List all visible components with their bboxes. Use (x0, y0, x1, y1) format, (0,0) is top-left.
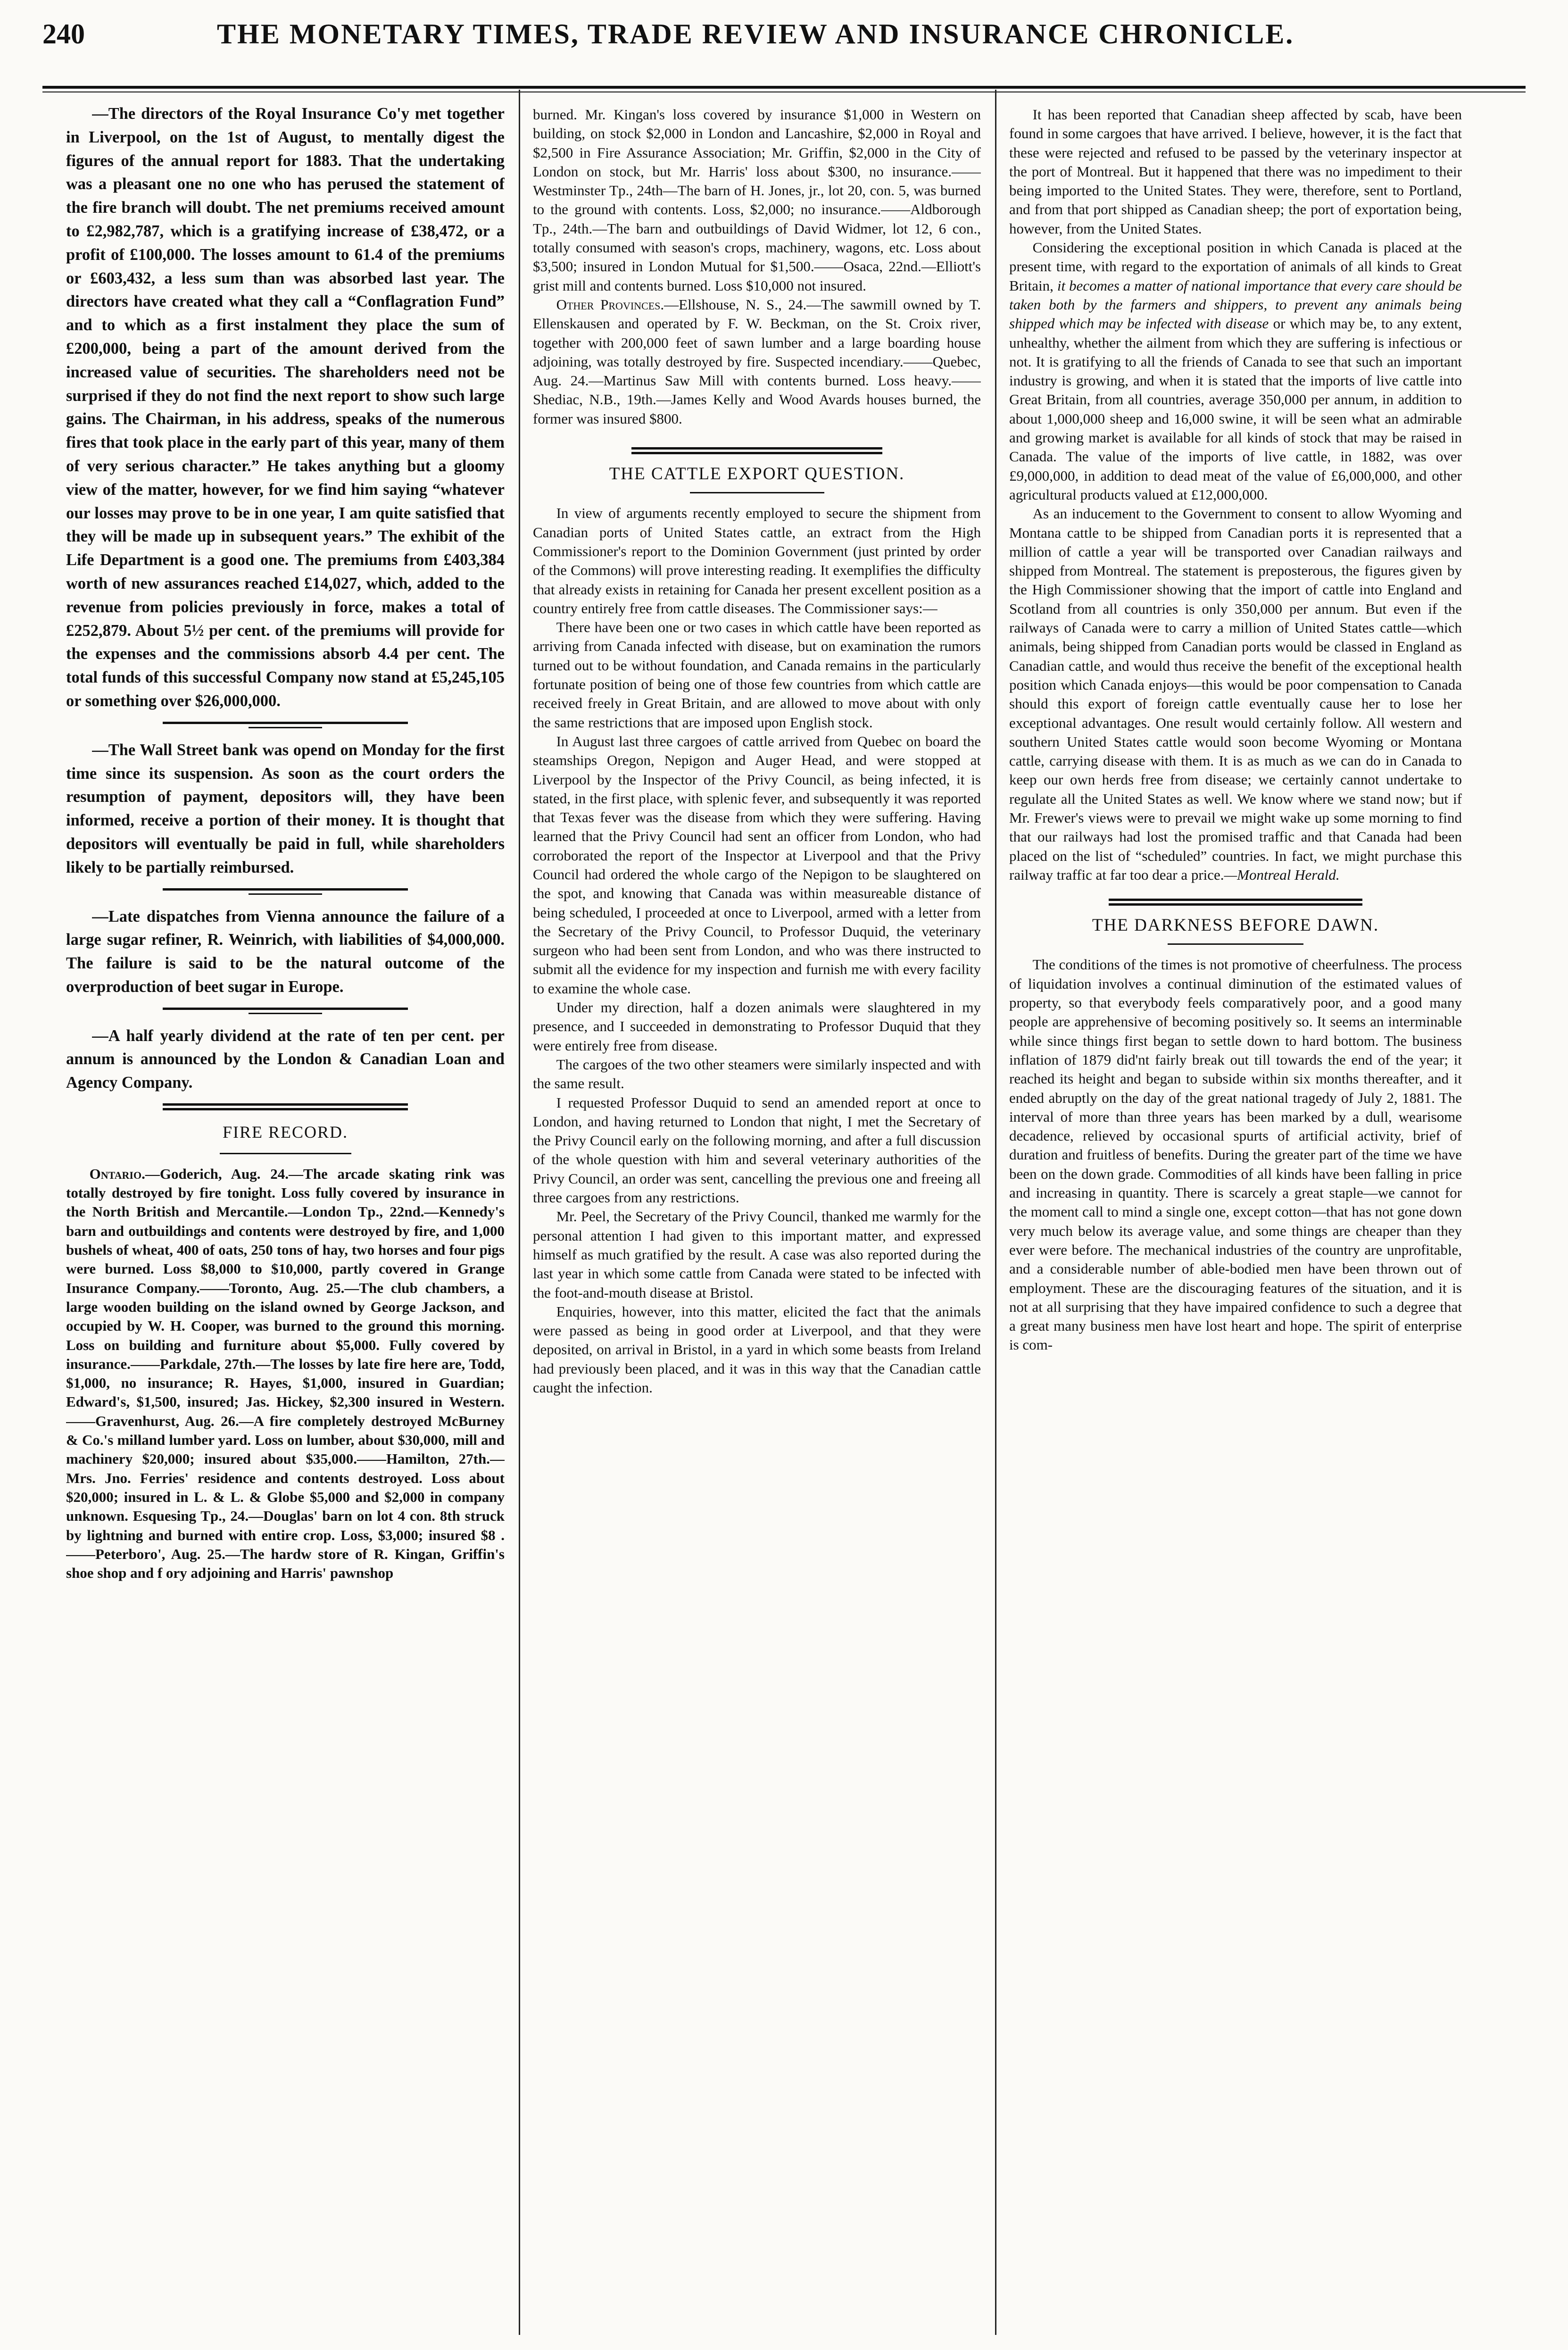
vienna-item: —Late dispatches from Vienna announce the failure of a large sugar refiner, R. Weinrich, with liabilities of $4,000,000. The failure is said to be the natural outcome of the overproduction of beet sugar in Europe. (66, 907, 505, 996)
fire-record-lead: Ontario. (89, 1165, 145, 1182)
separator (220, 1153, 351, 1154)
column-middle (533, 92, 981, 2333)
cattle-emphasis: it becomes a matter of national importance that every care should be taken both by the farmers and shippers, to prevent any animals being shipped which may be infected with disease (1009, 277, 1462, 332)
wall-street-item: —The Wall Street bank was opend on Monday for the first time since its suspension. As soon as the court orders the resumption of payment, depositors will, they have been informed, receive a portion of their money. It is thought that depositors will eventually be paid in full, while shareholders likely to be partially reimbursed. (66, 741, 505, 876)
other-provinces-text: —Ellshouse, N. S., 24.—The sawmill owned by T. Ellenskausen and operated by F. W. Beckman, on the St. Croix river, together with 200,000 feet of sawn lumber and a large boarding house adjoining, was totally destroyed by fire. Suspected incendiary.——Quebec, Aug. 24.—Martinus Saw Mill with contents burned. Loss heavy.——Shediac, N.B., 19th.—James Kelly and Wood Avards houses burned, the former was insured $800. (533, 296, 981, 427)
fire-record-body (66, 1165, 505, 1583)
column-divider (519, 90, 520, 2335)
separator (690, 492, 824, 493)
column-left (66, 92, 505, 2333)
cattle-paragraph: In August last three cargoes of cattle arrived from Quebec on board the steamships Oregon, Nepigon and Auger Head, and were stopped at Liverpool by the Inspector of the Privy Council, as being infected, it is stated, in the first place, with splenic fever, and subsequently it was reported that Texas fever was the disease from which they were suffering. Having learned that the Privy Council had sent an officer from London, who had corroborated the report of the Inspector at Liverpool and that the Privy Council had ordered the whole cargo of the Nepigon to be slaughtered on the spot, and knowing that Canada was within measureable distance of being scheduled, I proceeded at once to Liverpool, armed with a letter from the Secretary of the Privy Council, to Professor Duquid, the veterinary surgeon who had been sent from London, and who was there instructed to submit all the evidence for my inspection and furnish me with every facility to examine the whole case. (533, 733, 981, 997)
darkness-body: The conditions of the times is not promotive of cheerfulness. The process of liquidation involves a continual diminution of the estimated values of property, so that everybody feels comparatively poor, and a good many people are apprehensive of becoming positively so. It seems an interminable while since things first began to settle down to hard bottom. The business inflation of 1879 did'nt fairly break out till towards the end of the year; it reached its height and began to subside within six months thereafter, and it ended abruptly on the day of the great national tragedy of July 2, 1881. The interval of more than three years has been marked by a dull, wearisome decadence, relieved by occasional spurts of artificial activity, brief of duration and fruitless of benefits. During the greater part of the time we have been on the down grade. Commodities of all kinds have been falling in price and increasing in quantity. There is scarcely a great staple—we cannot for the moment call to mind a single one, except cotton—that has not gone down very much below its average value, and some things are cheaper than they ever were before. The mechanical industries of the country are unprofitable, and a considerable number of able-bodied men have been thrown out of employment. These are the discouraging features of the situation, and it is not at all surprising that they have impaired confidence to such a degree that a great many business men have lost heart and hope. The spirit of enterprise is com- (1009, 956, 1462, 1353)
cattle-paragraph: I requested Professor Duquid to send an amended report at once to London, and having returned to London that night, I met the Secretary of the Privy Council early on the following morning, and after a full discussion of the whole question with him and several veterinary authorities of the Privy Council, an order was sent, cancelling the previous one and freeing all three cargoes from any restrictions. (533, 1094, 981, 1206)
cattle-export-heading: THE CATTLE EXPORT QUESTION. (609, 464, 905, 484)
column-divider (995, 90, 996, 2335)
separator (1109, 899, 1362, 906)
separator (163, 722, 408, 728)
cattle-paragraph: Under my direction, half a dozen animals were slaughtered in my presence, and I succeeded in demonstrating to Professor Duquid that they were entirely free from disease. (533, 999, 981, 1054)
other-provinces-lead: Other Provinces. (556, 296, 664, 313)
separator (163, 888, 408, 895)
cattle-paragraph: The cargoes of the two other steamers were similarly inspected and with the same result. (533, 1056, 981, 1092)
cattle-text: Considering the exceptional position in which Canada is placed at the present time, with regard to the exportation of animals of all kinds to Great Britain, (1009, 239, 1462, 294)
header-rule (42, 86, 1526, 89)
separator (163, 1008, 408, 1014)
fire-record-text: —Goderich, Aug. 24.—The arcade skating rink was totally destroyed by fire tonight. Loss fully covered by insurance in the North British and Mercantile.—London Tp., 22nd.—Kennedy's barn and outbuildings and contents were destroyed by fire, and 1,000 bushels of wheat, 400 of oats, 250 tons of hay, two horses and four pigs were burned. Loss $8,000 to $10,000, partly covered in Grange Insurance Company.——Toronto, Aug. 25.—The club chambers, a large wooden building on the island owned by George Jackson, and occupied by W. H. Cooper, was burned to the ground this morning. Loss on building and furniture about $5,000. Fully covered by insurance.——Parkdale, 27th.—The losses by late fire here are, Todd, $1,000, no insurance; R. Hayes, $1,000, insured in Guardian; Edward's, $1,500, insured; Jas. Hickey, $2,300 insured in Western.——Gravenhurst, Aug. 26.—A fire completely destroyed McBurney & Co.'s milland lumber yard. Loss on lumber, about $30,000, mill and machinery $20,000; insured about $35,000.——Hamilton, 27th.—Mrs. Jno. Ferries' residence and contents destroyed. Loss about $20,000; insured in L. & L. & Globe $5,000 and $2,000 in company unknown. Esquesing Tp., 24.—Douglas' barn on lot 4 con. 8th struck by lightning and burned with entire crop. Loss, $3,000; insured $8 .——Peterboro', Aug. 25.—The hardw store of R. Kingan, Griffin's shoe shop and f ory adjoining and Harris' pawnshop (66, 1165, 505, 1582)
dividend-item: —A half yearly dividend at the rate of ten per cent. per annum is announced by the London & Canadian Loan and Agency Company. (66, 1026, 505, 1092)
separator (1168, 943, 1303, 945)
cattle-paragraph: Mr. Peel, the Secretary of the Privy Council, thanked me warmly for the personal attention I had given to this important matter, and expressed himself as much gratified by the result. A case was also reported during the last year in which some cattle from Canada were stated to be infected with the foot-and-mouth disease at Bristol. (533, 1208, 981, 1301)
column-right (1009, 92, 1462, 2333)
cattle-paragraph: There have been one or two cases in which cattle have been reported as arriving from Canada infected with disease, but on examination the rumors turned out to be without foundation, and Canada remains in the particularly fortunate position of being one of those few countries from which cattle are received freely in Great Britain, and are allowed to move about with only the same restrictions that are imposed upon English stock. (533, 619, 981, 731)
darkness-heading: THE DARKNESS BEFORE DAWN. (1092, 916, 1379, 935)
cattle-text: or which may be, to any extent, unhealthy, whether the ailment from which they are suffering is infectious or not. It is gratifying to all the friends of Canada to see that such an important industry is growing, and when it is stated that the imports of live cattle into Great Britain, from all countries, average 350,000 per annum, in addition to about 1,000,000 sheep and 16,000 swine, it will be seen what an admirable and growing market is available for all kinds of stock that may be raised in Canada. The value of the imports of live cattle, in 1882, was over £9,000,000, in addition to dead meat of the value of £6,000,000, and other agricultural products valued at £12,000,000. (1009, 315, 1462, 503)
source-credit: —Montreal Herald. (1224, 866, 1340, 883)
cattle-paragraph: Enquiries, however, into this matter, elicited the fact that the animals were passed as being in good order at Liverpool, and that they were deposited, on arrival in Bristol, in a yard in which some beasts from Ireland had previously been placed, and it was in this way that the Canadian cattle caught the infection. (533, 1303, 981, 1396)
page-number: 240 (42, 18, 85, 50)
separator (163, 1103, 408, 1110)
cattle-paragraph: It has been reported that Canadian sheep affected by scab, have been found in some cargoes that have arrived. I believe, however, it is the fact that these were rejected and refused to be passed by the veterinary inspector at the port of Montreal. But it happened that there was no impediment to their being imported to the United States. They were, therefore, sent to Portland, and from that port shipped as Canadian sheep; the port of exportation being, however, from the United States. (1009, 106, 1462, 237)
cattle-intro: In view of arguments recently employed to secure the shipment from Canadian ports of United States cattle, an extract from the High Commissioner's report to the Dominion Government (just printed by order of the Commons) will prove interesting reading. It exemplifies the difficulty that already exists in retaining for Canada her present excellent position as a country entirely free from cattle diseases. The Commissioner says:— (533, 505, 981, 617)
separator (631, 447, 882, 454)
cattle-paragraph (1009, 238, 1462, 504)
inducement-paragraph (1009, 504, 1462, 884)
inducement-text: As an inducement to the Government to consent to allow Wyoming and Montana cattle to be shipped from Canadian ports it is represented that a million of cattle a year will be transported over Canadian railways and shipped from Montreal. The statement is preposterous, the figures given by the High Commissioner showing that the import of cattle into England and Scotland from all countries is only 350,000 per annum. But even if the railways of Canada were to carry a million of United States cattle—which animals, being shipped from Canadian ports would be classed in England as Canadian cattle, and would thus receive the benefit of the exceptional health position which Canada enjoys—this would be poor compensation to Canada should this export of foreign cattle eventually cause her to lose her exceptional advantages. One result would certainly follow. All western and southern United States cattle would soon become Wyoming or Montana cattle, carrying disease with them. It is as much as we can do in Canada to keep our own herds free from disease; we certainly cannot undertake to regulate all the United States as well. We know where we stand now; but if Mr. Frewer's views were to prevail we might wake up some morning to find that our railways had lost the promised traffic and that Canada had been placed on the list of “scheduled” countries. In fact, we might purchase this railway traffic at far too dear a price. (1009, 505, 1462, 883)
fire-record-continued: burned. Mr. Kingan's loss covered by insurance $1,000 in Western on building, on stock $2,000 in London and Lancashire, $2,000 in Royal and $2,500 in Fire Assurance Association; Mr. Griffin, $2,000 in the City of London on stock, but Mr. Harris' loss about $300, no insurance.——Westminster Tp., 24th—The barn of H. Jones, jr., lot 20, con. 5, was burned to the ground with contents. Loss, $2,000; no insurance.——Aldborough Tp., 24th.—The barn and outbuildings of David Widmer, lot 12, 6 con., totally consumed with season's crops, machinery, wagons, etc. Loss about $3,500; insured in London Mutual for $1,500.——Osaca, 22nd.—Elliott's grist mill and contents burned. Loss $10,000 not insured. (533, 106, 981, 294)
page-header (42, 14, 1526, 94)
other-provinces-item (533, 295, 981, 428)
fire-record-heading: FIRE RECORD. (222, 1123, 348, 1142)
masthead: THE MONETARY TIMES, TRADE REVIEW AND INSURANCE CHRONICLE. (217, 18, 1294, 50)
royal-insurance-item: —The directors of the Royal Insurance Co'y met together in Liverpool, on the 1st of August, to mentally digest the figures of the annual report for 1883. That the undertaking was a pleasant one no one who has perused the statement of the fire branch will doubt. The net premiums received amount to £2,982,787, which is a gratifying increase of £38,472, or a profit of £100,000. The losses amount to 61.4 of the premiums or £603,432, a less sum than was absorbed last year. The directors have created what they call a “Conflagration Fund” and to which as a first instalment they place the sum of £200,000, being a part of the amount derived from the increased value of securities. The shareholders need not be surprised if they do not find the next report to show such large gains. The Chairman, in his address, speaks of the numerous fires that took place in the early part of this year, many of them of very serious character.” He takes anything but a gloomy view of the matter, however, for we find him saying “whatever our losses may prove to be in one year, I am quite satisfied that they will be made up in subsequent years.” The exhibit of the Life Department is a good one. The premiums from £403,384 worth of new assurances reached £14,027, which, added to the revenue from policies previously in force, makes a total of £252,879. About 5½ per cent. of the premiums will provide for the expenses and the commissions absorb 4.4 per cent. The total funds of this successful Company now stand at £5,245,105 or something over $26,000,000. (66, 105, 505, 710)
